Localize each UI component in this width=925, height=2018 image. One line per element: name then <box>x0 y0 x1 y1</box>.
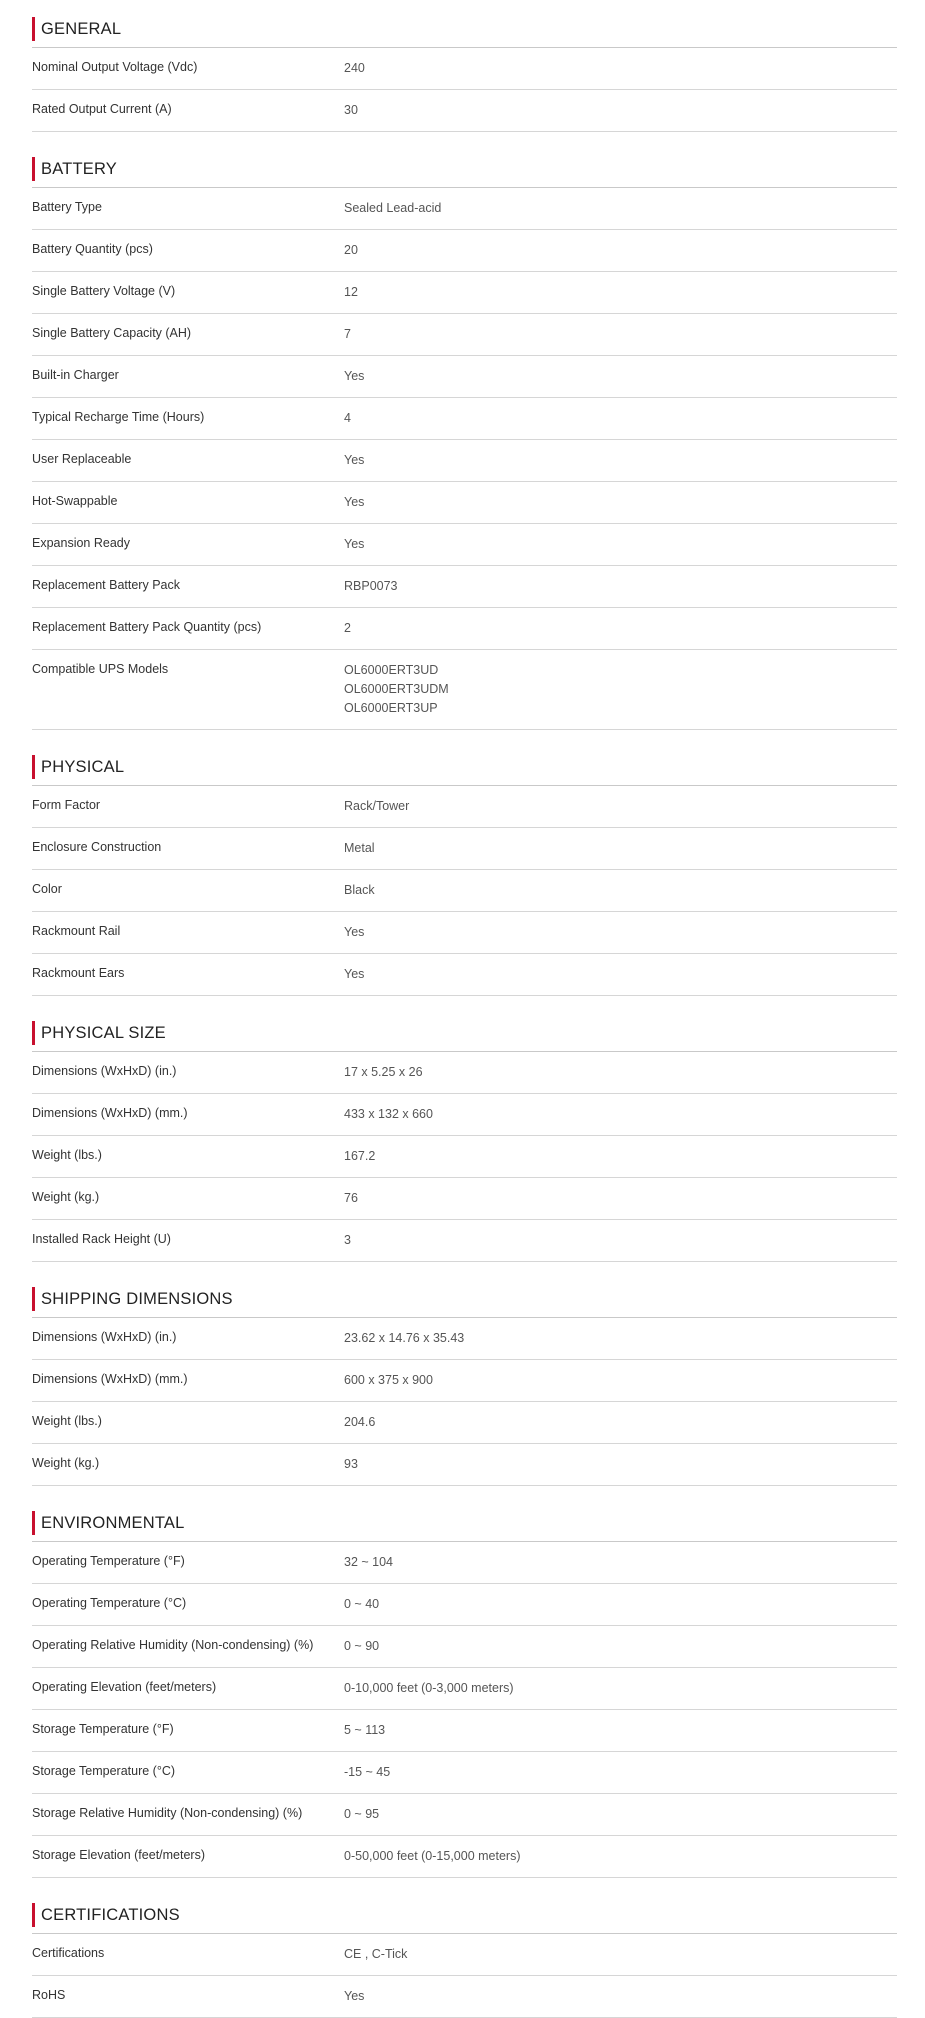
spec-value-line: Black <box>344 883 375 897</box>
spec-value <box>344 797 897 816</box>
spec-row <box>32 524 897 566</box>
spec-row <box>32 1836 897 1878</box>
spec-row <box>32 650 897 730</box>
spec-label: Weight (kg.) <box>32 1190 100 1204</box>
spec-row <box>32 1360 897 1402</box>
spec-label: Replacement Battery Pack Quantity (pcs) <box>32 620 262 634</box>
spec-label: Operating Relative Humidity (Non-condensing) (%) <box>32 1638 314 1652</box>
spec-label: Built-in Charger <box>32 368 119 382</box>
spec-value-line: 0-10,000 feet (0-3,000 meters) <box>344 1681 514 1695</box>
section-title: CERTIFICATIONS <box>41 1906 180 1924</box>
spec-row <box>32 1626 897 1668</box>
spec-value-line: 4 <box>344 411 351 425</box>
spec-value <box>344 1105 897 1124</box>
spec-value <box>344 325 897 344</box>
spec-value-line: 20 <box>344 243 358 257</box>
spec-value-line: 5 ~ 113 <box>344 1723 386 1737</box>
spec-value-line: 3 <box>344 1233 351 1247</box>
spec-value <box>344 493 897 512</box>
spec-label: Storage Temperature (°F) <box>32 1722 174 1736</box>
spec-value-line: 93 <box>344 1457 358 1471</box>
spec-label: Nominal Output Voltage (Vdc) <box>32 60 198 74</box>
section-title: BATTERY <box>41 160 117 178</box>
spec-row <box>32 1542 897 1584</box>
spec-value-line: 433 x 132 x 660 <box>344 1107 433 1121</box>
section-gap <box>32 730 897 749</box>
spec-value-line: 12 <box>344 285 358 299</box>
spec-value-line: 0 ~ 95 <box>344 1807 380 1821</box>
spec-value <box>344 1063 897 1082</box>
spec-value-line: Yes <box>344 967 365 981</box>
section-accent-bar <box>32 1903 35 1927</box>
spec-section <box>32 1015 897 1262</box>
spec-value-line: Yes <box>344 495 365 509</box>
section-accent-bar <box>32 755 35 779</box>
spec-value-line: 240 <box>344 61 365 75</box>
spec-label: Color <box>32 882 62 896</box>
spec-label: Battery Quantity (pcs) <box>32 242 153 256</box>
spec-label: Operating Temperature (°C) <box>32 1596 187 1610</box>
section-header <box>32 749 897 786</box>
spec-row <box>32 1668 897 1710</box>
spec-value <box>344 409 897 428</box>
section-gap <box>32 1262 897 1281</box>
spec-row <box>32 1136 897 1178</box>
section-header <box>32 1505 897 1542</box>
spec-value <box>344 59 897 78</box>
spec-label: Dimensions (WxHxD) (mm.) <box>32 1372 188 1386</box>
spec-value <box>344 283 897 302</box>
spec-value <box>344 199 897 218</box>
spec-value <box>344 101 897 120</box>
section-accent-bar <box>32 157 35 181</box>
spec-value-line: 32 ~ 104 <box>344 1555 394 1569</box>
spec-value <box>344 1847 897 1866</box>
section-title: ENVIRONMENTAL <box>41 1514 185 1532</box>
spec-value-line: 7 <box>344 327 351 341</box>
spec-label: Dimensions (WxHxD) (in.) <box>32 1064 177 1078</box>
spec-value <box>344 923 897 942</box>
spec-label: Storage Temperature (°C) <box>32 1764 176 1778</box>
spec-value <box>344 1413 897 1432</box>
spec-row <box>32 1052 897 1094</box>
spec-value-line: OL6000ERT3UD <box>344 663 439 677</box>
section-title: GENERAL <box>41 20 122 38</box>
spec-value <box>344 1455 897 1474</box>
spec-value-line: Yes <box>344 1989 365 2003</box>
spec-label: Typical Recharge Time (Hours) <box>32 410 205 424</box>
spec-value <box>344 661 897 718</box>
spec-label: Dimensions (WxHxD) (mm.) <box>32 1106 188 1120</box>
section-gap <box>32 132 897 151</box>
section-title: SHIPPING DIMENSIONS <box>41 1290 233 1308</box>
spec-label: Rackmount Rail <box>32 924 121 938</box>
spec-row <box>32 566 897 608</box>
spec-row <box>32 954 897 996</box>
spec-value-line: Yes <box>344 453 365 467</box>
section-accent-bar <box>32 1021 35 1045</box>
section-title: PHYSICAL <box>41 758 125 776</box>
spec-value-line: Sealed Lead-acid <box>344 201 442 215</box>
spec-label: Storage Relative Humidity (Non-condensing) (%) <box>32 1806 303 1820</box>
section-accent-bar <box>32 1287 35 1311</box>
spec-row <box>32 1710 897 1752</box>
spec-label: Single Battery Capacity (AH) <box>32 326 192 340</box>
spec-row <box>32 440 897 482</box>
spec-row <box>32 1094 897 1136</box>
spec-label: Battery Type <box>32 200 102 214</box>
spec-row <box>32 786 897 828</box>
spec-section <box>32 1897 897 2018</box>
spec-label: Expansion Ready <box>32 536 130 550</box>
spec-label: Certifications <box>32 1946 105 1960</box>
spec-row <box>32 608 897 650</box>
spec-value-line: -15 ~ 45 <box>344 1765 391 1779</box>
section-title: PHYSICAL SIZE <box>41 1024 166 1042</box>
spec-label: Hot-Swappable <box>32 494 118 508</box>
spec-value <box>344 1679 897 1698</box>
spec-value-line: 17 x 5.25 x 26 <box>344 1065 423 1079</box>
spec-value <box>344 1721 897 1740</box>
spec-value <box>344 1805 897 1824</box>
spec-row <box>32 828 897 870</box>
spec-label: Storage Elevation (feet/meters) <box>32 1848 205 1862</box>
spec-row <box>32 912 897 954</box>
spec-value-line: OL6000ERT3UP <box>344 701 438 715</box>
section-header <box>32 1897 897 1934</box>
spec-value-line: 30 <box>344 103 358 117</box>
spec-value-line: 2 <box>344 621 351 635</box>
spec-label: Replacement Battery Pack <box>32 578 180 592</box>
spec-value <box>344 577 897 596</box>
spec-row <box>32 870 897 912</box>
spec-section <box>32 151 897 730</box>
spec-value-line: Yes <box>344 537 365 551</box>
spec-value <box>344 1987 897 2006</box>
spec-value-line: RBP0073 <box>344 579 398 593</box>
spec-label: Weight (kg.) <box>32 1456 100 1470</box>
spec-value <box>344 1231 897 1250</box>
spec-value <box>344 535 897 554</box>
spec-row <box>32 356 897 398</box>
spec-value <box>344 839 897 858</box>
spec-row <box>32 398 897 440</box>
spec-value <box>344 1945 897 1964</box>
spec-row <box>32 48 897 90</box>
spec-value-line: Rack/Tower <box>344 799 410 813</box>
spec-value <box>344 1371 897 1390</box>
section-gap <box>32 996 897 1015</box>
section-header <box>32 151 897 188</box>
spec-value-line: OL6000ERT3UDM <box>344 682 449 696</box>
spec-section <box>32 749 897 996</box>
spec-row <box>32 188 897 230</box>
spec-row <box>32 90 897 132</box>
spec-label: Single Battery Voltage (V) <box>32 284 176 298</box>
spec-label: Rated Output Current (A) <box>32 102 172 116</box>
spec-label: Dimensions (WxHxD) (in.) <box>32 1330 177 1344</box>
spec-label: RoHS <box>32 1988 66 2002</box>
spec-value <box>344 619 897 638</box>
spec-row <box>32 272 897 314</box>
spec-row <box>32 1444 897 1486</box>
spec-row <box>32 1934 897 1976</box>
section-accent-bar <box>32 17 35 41</box>
spec-row <box>32 482 897 524</box>
spec-value <box>344 1637 897 1656</box>
spec-row <box>32 1794 897 1836</box>
spec-row <box>32 1220 897 1262</box>
spec-value <box>344 367 897 386</box>
spec-section <box>32 11 897 132</box>
spec-value-line: 0 ~ 40 <box>344 1597 380 1611</box>
spec-row <box>32 1584 897 1626</box>
spec-value <box>344 451 897 470</box>
spec-value <box>344 1329 897 1348</box>
spec-value-line: 23.62 x 14.76 x 35.43 <box>344 1331 465 1345</box>
spec-row <box>32 1318 897 1360</box>
spec-label: Compatible UPS Models <box>32 662 169 676</box>
spec-label: User Replaceable <box>32 452 132 466</box>
spec-label: Weight (lbs.) <box>32 1414 102 1428</box>
spec-row <box>32 314 897 356</box>
spec-label: Rackmount Ears <box>32 966 125 980</box>
spec-label: Operating Temperature (°F) <box>32 1554 185 1568</box>
spec-value-line: 0 ~ 90 <box>344 1639 380 1653</box>
section-header <box>32 1281 897 1318</box>
section-gap <box>32 1486 897 1505</box>
spec-row <box>32 1976 897 2018</box>
spec-value-line: 167.2 <box>344 1149 376 1163</box>
spec-value-line: 0-50,000 feet (0-15,000 meters) <box>344 1849 521 1863</box>
spec-value <box>344 241 897 260</box>
spec-value <box>344 1147 897 1166</box>
spec-value-line: 600 x 375 x 900 <box>344 1373 433 1387</box>
spec-label: Operating Elevation (feet/meters) <box>32 1680 217 1694</box>
spec-section <box>32 1505 897 1878</box>
spec-value-line: Yes <box>344 369 365 383</box>
spec-row <box>32 1752 897 1794</box>
spec-value <box>344 881 897 900</box>
spec-label: Weight (lbs.) <box>32 1148 102 1162</box>
spec-value-line: 76 <box>344 1191 358 1205</box>
section-header <box>32 11 897 48</box>
spec-value-line: 204.6 <box>344 1415 376 1429</box>
section-gap <box>32 1878 897 1897</box>
spec-row <box>32 1178 897 1220</box>
spec-value <box>344 1595 897 1614</box>
section-accent-bar <box>32 1511 35 1535</box>
spec-value-line: CE , C-Tick <box>344 1947 408 1961</box>
specifications-table <box>32 0 897 2018</box>
spec-value <box>344 1763 897 1782</box>
spec-value <box>344 1189 897 1208</box>
spec-label: Enclosure Construction <box>32 840 162 854</box>
spec-value-line: Yes <box>344 925 365 939</box>
spec-value <box>344 1553 897 1572</box>
spec-label: Installed Rack Height (U) <box>32 1232 171 1246</box>
spec-value-line: Metal <box>344 841 375 855</box>
section-header <box>32 1015 897 1052</box>
spec-section <box>32 1281 897 1486</box>
spec-row <box>32 1402 897 1444</box>
spec-label: Form Factor <box>32 798 101 812</box>
spec-value <box>344 965 897 984</box>
spec-row <box>32 230 897 272</box>
